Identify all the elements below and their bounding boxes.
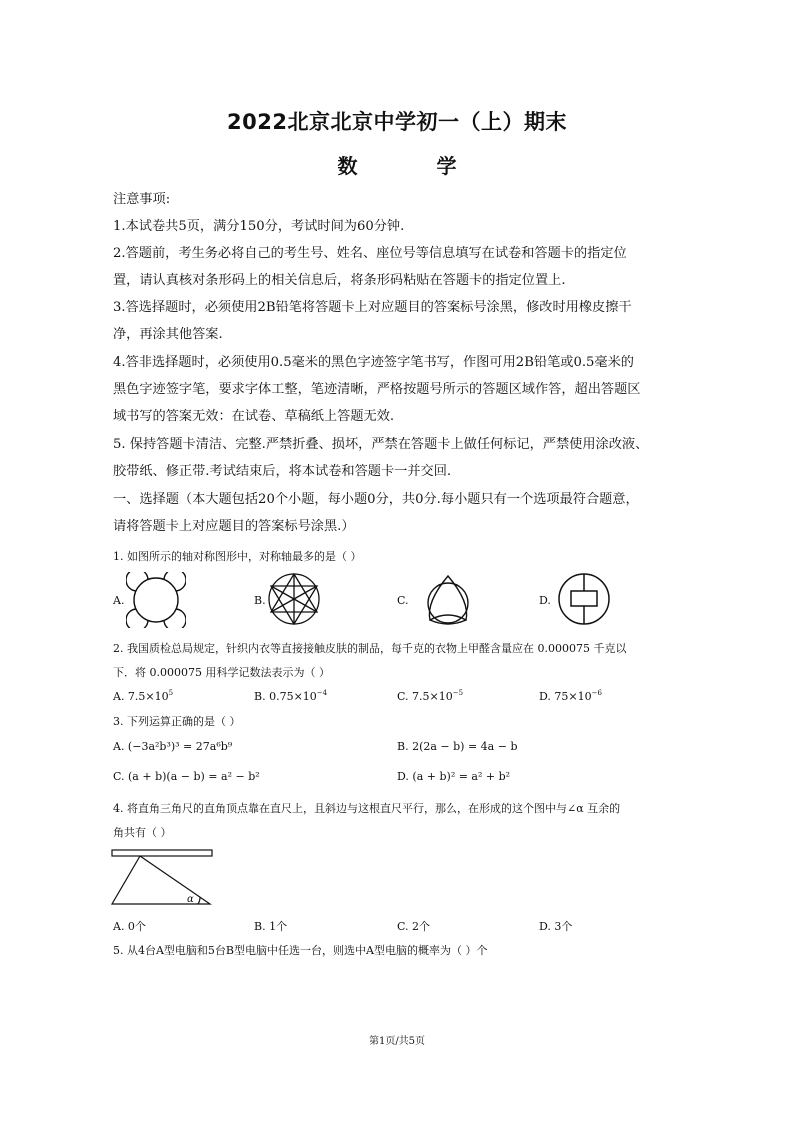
question-4-stem-2: 角共有（ ） xyxy=(113,826,172,839)
q1-option-a-label: A. xyxy=(113,594,125,607)
question-5-stem: 5. 从4台A型电脑和5台B型电脑中任选一台，则选中A型电脑的概率为（ ）个 xyxy=(113,944,488,957)
note-line-6: 4.答非选择题时，必须使用0.5毫米的黑色字迹签字笔书写，作图可用2B铅笔或0.5毫米的 xyxy=(113,355,634,370)
q2-option-d: D. $75\times 10^{-6}$ xyxy=(539,689,602,703)
q1-figure-a xyxy=(126,572,186,628)
section-heading-line-2: 请将答题卡上对应题目的答案标号涂黑.） xyxy=(113,519,355,534)
exam-title: 2022北京北京中学初一（上）期末 xyxy=(227,110,567,134)
q3-option-d: D. (a + b)² = a² + b² xyxy=(397,770,511,783)
q4-option-b: B. 1个 xyxy=(254,920,288,933)
note-line-2: 2.答题前，考生务必将自己的考生号、姓名、座位号等信息填写在试卷和答题卡的指定位 xyxy=(113,246,627,261)
question-1-stem: 1. 如图所示的轴对称图形中，对称轴最多的是（ ） xyxy=(113,550,362,563)
question-3-stem: 3. 下列运算正确的是（ ） xyxy=(113,715,241,728)
note-line-9: 5. 保持答题卡清洁、完整.严禁折叠、损坏，严禁在答题卡上做任何标记，严禁使用涂改液、 xyxy=(113,437,649,452)
q2-option-c: C. $7.5\times 10^{-5}$ xyxy=(397,689,464,703)
q1-option-d-label: D. xyxy=(539,594,551,607)
q2-option-b: B. $0.75\times 10^{-4}$ xyxy=(254,689,328,703)
q1-figure-c xyxy=(418,572,478,628)
note-line-3: 置，请认真核对条形码上的相关信息后，将条形码粘贴在答题卡的指定位置上. xyxy=(113,273,566,288)
note-line-7: 黑色字迹签字笔，要求字体工整，笔迹清晰，严格按题号所示的答题区域作答，超出答题区 xyxy=(113,382,641,397)
question-2-stem-2: 下．将 0.000075 用科学记数法表示为（ ） xyxy=(113,666,330,679)
q1-option-c-label: C. xyxy=(397,594,409,607)
q3-option-b: B. 2(2a − b) = 4a − b xyxy=(397,740,518,753)
q4-option-d: D. 3个 xyxy=(539,920,573,933)
q1-figure-b xyxy=(266,571,322,627)
section-heading-line-1: 一、选择题（本大题包括20个小题，每小题0分，共0分.每小题只有一个选项最符合题意， xyxy=(113,492,639,507)
note-line-1: 1.本试卷共5页，满分150分，考试时间为60分钟. xyxy=(113,219,405,234)
q4-option-c: C. 2个 xyxy=(397,920,431,933)
page-footer: 第1页/共5页 xyxy=(368,1036,426,1047)
q4-option-a: A. 0个 xyxy=(113,920,146,933)
q4-alpha-label: α xyxy=(187,894,194,905)
q3-option-a: A. (−3a²b³)³ = 27a⁶b⁹ xyxy=(113,740,233,753)
q2-option-a: A. $7.5\times 10^5$ xyxy=(113,689,174,703)
note-line-8: 域书写的答案无效：在试卷、草稿纸上答题无效. xyxy=(113,409,395,424)
q4-ruler-triangle-figure xyxy=(110,848,216,906)
question-4-stem-1: 4. 将直角三角尺的直角顶点靠在直尺上，且斜边与这根直尺平行，那么，在形成的这个图中与∠α 互余的 xyxy=(113,802,621,815)
q3-option-c: C. (a + b)(a − b) = a² − b² xyxy=(113,770,260,783)
question-2-stem-1: 2. 我国质检总局规定，针织内衣等直接接触皮肤的制品，每千克的衣物上甲醛含量应在 0.000075 千克以 xyxy=(113,642,627,655)
q1-figure-d xyxy=(556,571,612,627)
subject-title: 数 学 xyxy=(337,154,493,178)
note-line-4: 3.答选择题时，必须使用2B铅笔将答题卡上对应题目的答案标号涂黑，修改时用橡皮擦干 xyxy=(113,300,632,315)
q1-option-b-label: B. xyxy=(254,594,266,607)
note-line-5: 净，再涂其他答案. xyxy=(113,327,223,342)
note-line-10: 胶带纸、修正带.考试结束后，将本试卷和答题卡一并交回. xyxy=(113,464,452,479)
notes-heading: 注意事项: xyxy=(113,192,171,207)
